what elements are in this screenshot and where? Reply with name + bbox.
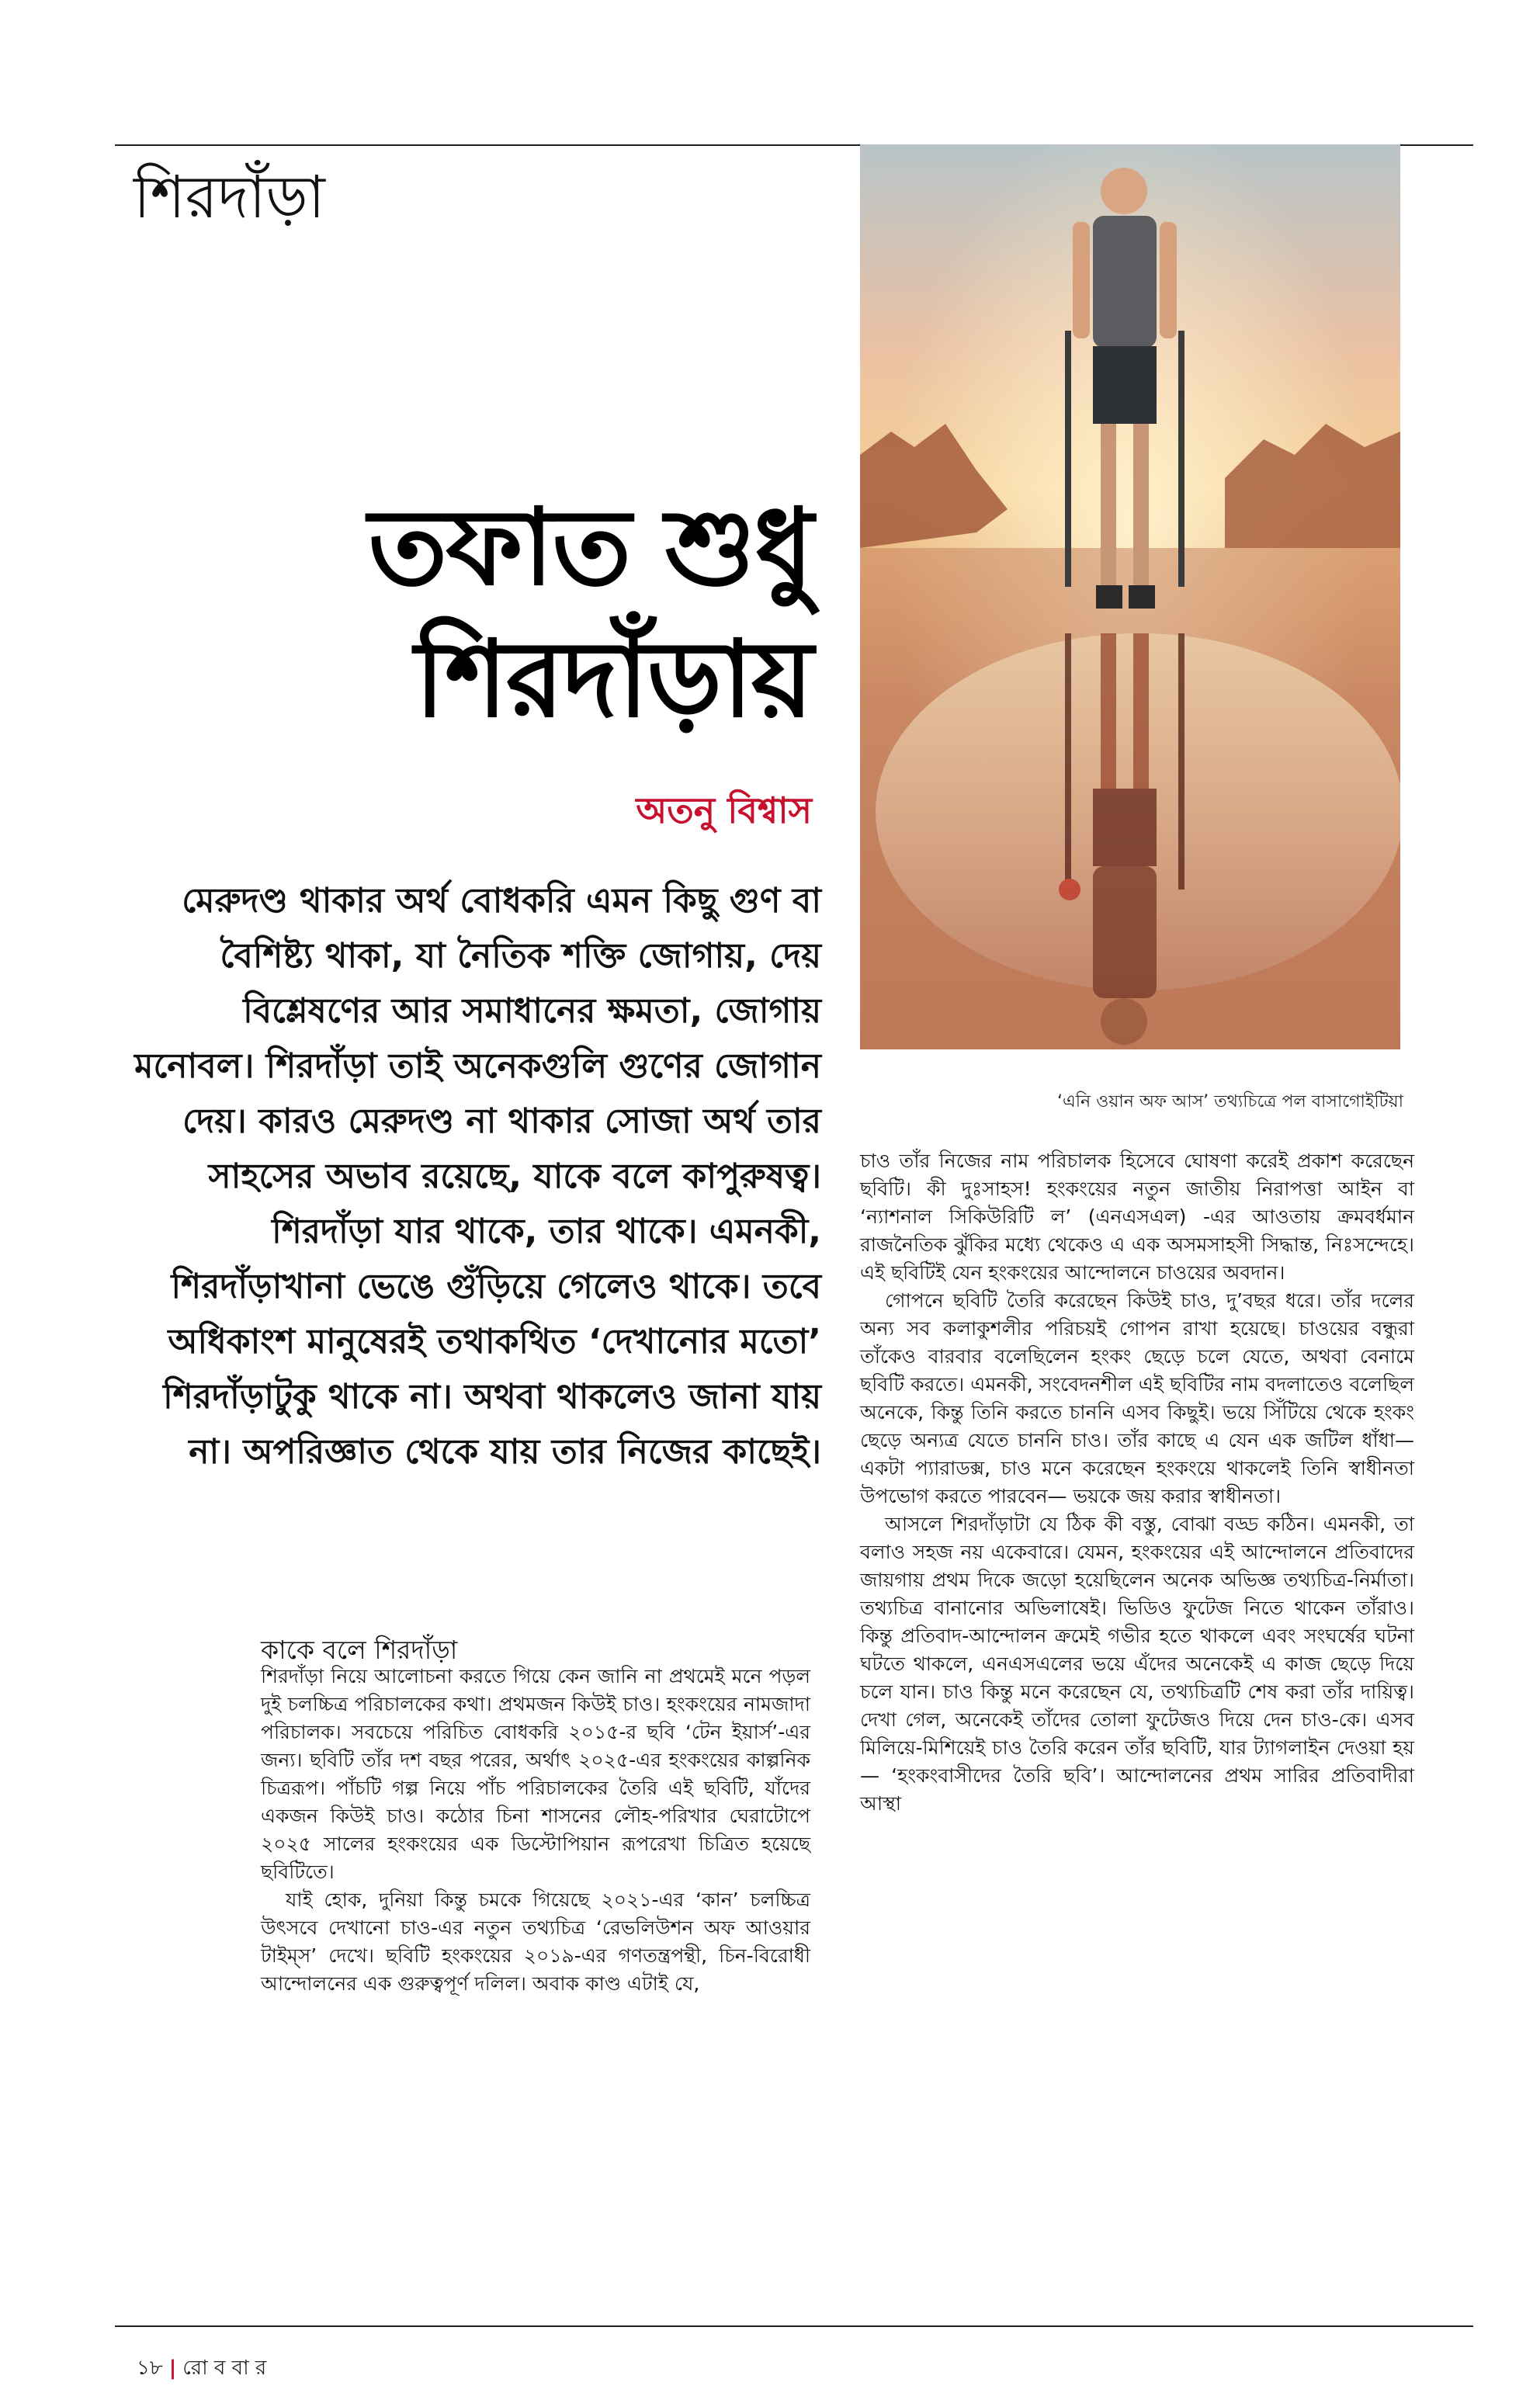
left-paragraph-2: যাই হোক, দুনিয়া কিন্তু চমকে গিয়েছে ২০২১-এর ‘কান’ চলচ্চিত্র উৎসবে দেখানো চাও-এর নতুন তথ্যচিত্র ‘রেভলিউশন অফ আওয়ার টাইম্‌স’ দেখে। ছবিটি হংকংয়ের ২০১৯-এর গণতন্ত্রপন্থী, চিন-বিরোধী আন্দোলনের এক গুরুত্বপূর্ণ দলিল। অবাক কাণ্ড এটাই যে, bbox=[261, 1888, 810, 1995]
photo-caption: ‘এনি ওয়ান অফ আস’ তথ্যচিত্রে পল বাসাগোইটিয়া bbox=[1057, 1092, 1403, 1112]
intro-paragraph: মেরুদণ্ড থাকার অর্থ বোধকরি এমন কিছু গুণ বা বৈশিষ্ট্য থাকা, যা নৈতিক শক্তি জোগায়, দেয় বিশ্লেষণের আর সমাধানের ক্ষমতা, জোগায় মনোবল। শিরদাঁড়া তাই অনেকগুলি গুণের জোগান দেয়। কারও মেরুদণ্ড না থাকার সোজা অর্থ তার সাহসের অভাব রয়েছে, যাকে বলে কাপুরুষত্ব। শিরদাঁড়া যার থাকে, তার থাকে। এমনকী, শিরদাঁড়াখানা ভেঙে গুঁড়িয়ে গেলেও থাকে। তবে অধিকাংশ মানুষেরই তথাকথিত ‘দেখানোর মতো’ শিরদাঁড়াটুকু থাকে না। অথবা থাকলেও জানা যায় না। অপরিজ্ঞাত থেকে যায় তার নিজের কাছেই। bbox=[134, 881, 821, 1472]
right-paragraph-1: চাও তাঁর নিজের নাম পরিচালক হিসেবে ঘোষণা করেই প্রকাশ করেছেন ছবিটি। কী দুঃসাহস! হংকংয়ের নতুন জাতীয় নিরাপত্তা আইন বা ‘ন্যাশনাল সিকিউরিটি ল’ (এনএসএল) -এর আওতায় ক্রমবর্ধমান রাজনৈতিক ঝুঁকির মধ্যে থেকেও এ এক অসমসাহসী সিদ্ধান্ত, নিঃসন্দেহে। এই ছবিটিই যেন হংকংয়ের আন্দোলনে চাওয়ের অবদান। bbox=[860, 1150, 1414, 1284]
right-column bbox=[860, 1147, 1414, 1818]
publication-name: রো ব বা র bbox=[182, 2357, 267, 2380]
headline-line-2: শিরদাঁড়ায় bbox=[414, 617, 812, 741]
left-paragraph-1: শিরদাঁড়া নিয়ে আলোচনা করতে গিয়ে কেন জানি না প্রথমেই মনে পড়ল দুই চলচ্চিত্র পরিচালকের কথা। প্রথমজন কিউই চাও। হংকংয়ের নামজাদা পরিচালক। সবচেয়ে পরিচিত বোধকরি ২০১৫-র ছবি ‘টেন ইয়ার্স’-এর জন্য। ছবিটি তাঁর দশ বছর পরের, অর্থাৎ ২০২৫-এর হংকংয়ের কাল্পনিক চিত্ররূপ। পাঁচটি গল্প নিয়ে পাঁচ পরিচালকের তৈরি এই ছবিটি, যাঁদের একজন কিউই চাও। কঠোর চিনা শাসনের লৌহ-পরিখার ঘেরাটোপে ২০২৫ সালের হংকংয়ের এক ডিস্টোপিয়ান রূপরেখা চিত্রিত হয়েছে ছবিটিতে। bbox=[261, 1665, 810, 1883]
page-number: ১৮ bbox=[137, 2357, 163, 2380]
headline-line-1: তফাত শুধু bbox=[368, 485, 812, 609]
folio-separator: | bbox=[168, 2357, 177, 2380]
folio bbox=[137, 2352, 266, 2386]
man-with-crutches-reflection-image bbox=[860, 144, 1400, 1049]
left-column bbox=[261, 1663, 810, 1998]
article-photo bbox=[860, 144, 1400, 1049]
section-label: শিরদাঁড়া bbox=[134, 162, 325, 231]
byline: অতনু বিশ্বাস bbox=[636, 789, 812, 831]
headline bbox=[222, 481, 812, 745]
bottom-rule bbox=[115, 2325, 1473, 2327]
section-subheading: কাকে বলে শিরদাঁড়া bbox=[261, 1635, 458, 1665]
right-paragraph-3: আসলে শিরদাঁড়াটা যে ঠিক কী বস্তু, বোঝা বড্ড কঠিন। এমনকী, তা বলাও সহজ নয় একেবারে। যেমন, হংকংয়ের এই আন্দোলনে প্রতিবাদের জায়গায় প্রথম দিকে জড়ো হয়েছিলেন অনেক অভিজ্ঞ তথ্যচিত্র-নির্মাতা। তথ্যচিত্র বানানোর অভিলাষেই। ভিডিও ফুটেজ নিতে থাকেন তাঁরাও। কিন্তু প্রতিবাদ-আন্দোলন ক্রমেই গভীর হতে থাকলে এবং সংঘর্ষের ঘটনা ঘটতে থাকলে, এনএসএলের ভয়ে এঁদের অনেকেই এ কাজ ছেড়ে দিয়ে চলে যান। চাও কিন্তু মনে করেছেন যে, তথ্যচিত্রটি শেষ করা তাঁর দায়িত্ব। দেখা গেল, অনেকেই তাঁদের তোলা ফুটেজও দিয়ে দেন চাও-কে। এসব মিলিয়ে-মিশিয়েই চাও তৈরি করেন তাঁর ছবিটি, যার ট্যাগলাইন দেওয়া হয়— ‘হংকংবাসীদের তৈরি ছবি’। আন্দোলনের প্রথম সারির প্রতিবাদীরা আস্থা bbox=[860, 1513, 1414, 1815]
right-paragraph-2: গোপনে ছবিটি তৈরি করেছেন কিউই চাও, দু’বছর ধরে। তাঁর দলের অন্য সব কলাকুশলীর পরিচয়ই গোপন রাখা হয়েছে। চাওয়ের বন্ধুরা তাঁকেও বারবার বলেছিলেন হংকং ছেড়ে চলে যেতে, অথবা বেনামে ছবিটি করতে। এমনকী, সংবেদনশীল এই ছবিটির নাম বদলাতেও বলেছিল অনেকে, কিন্তু তিনি করতে চাননি এসব কিছুই। ভয়ে সিঁটিয়ে থেকে হংকং ছেড়ে অন্যত্র যেতে চাননি চাও। তাঁর কাছে এ যেন এক জটিল ধাঁধা— একটা প্যারাডক্স, চাও মনে করেছেন হংকংয়ে থাকলেই তিনি স্বাধীনতা উপভোগ করতে পারবেন— ভয়কে জয় করার স্বাধীনতা। bbox=[860, 1289, 1414, 1507]
